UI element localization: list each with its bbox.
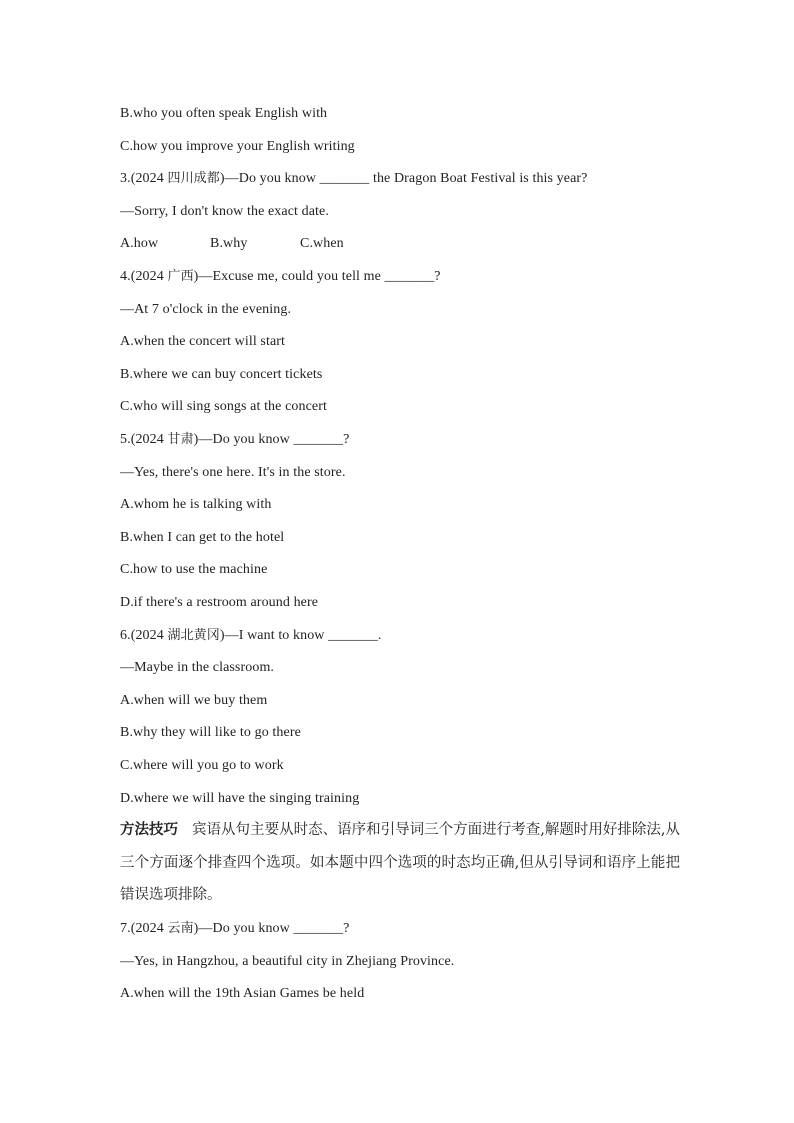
question-prefix: 6.(2024 <box>120 628 168 643</box>
option-line: A.when will we buy them <box>120 693 268 708</box>
option-line: D.if there's a restroom around here <box>120 595 319 610</box>
question-prefix: 5.(2024 <box>120 432 168 447</box>
tip-body: 宾语从句主要从时态、语序和引导词三个方面进行考查,解题时用好排除法,从三个方面逐个排查四个选项。如本题中四个选项的时态均正确,但从引导词和语序上能把错误选项排除。 <box>120 822 680 903</box>
question-4 <box>120 268 441 286</box>
option-line: A.when the concert will start <box>120 334 286 349</box>
question-6 <box>120 627 381 645</box>
answer-line: —Maybe in the classroom. <box>120 660 275 675</box>
question-5 <box>120 431 349 449</box>
option-line: D.where we will have the singing training <box>120 791 360 806</box>
question-text: )—Excuse me, could you tell me _______? <box>193 269 441 284</box>
question-region: 湖北黄冈 <box>167 628 220 643</box>
question-3 <box>120 170 588 188</box>
option-line: B.who you often speak English with <box>120 106 328 121</box>
question-text: )—Do you know _______? <box>193 921 350 936</box>
question-text: )—I want to know _______. <box>219 628 382 643</box>
option-line: B.why they will like to go there <box>120 725 301 740</box>
answer-line: —Yes, in Hangzhou, a beautiful city in Zhejiang Province. <box>120 954 455 969</box>
option-line: A.when will the 19th Asian Games be held <box>120 986 365 1001</box>
option-line: C.how you improve your English writing <box>120 139 355 154</box>
answer-line: —At 7 o'clock in the evening. <box>120 302 292 317</box>
answer-line: —Sorry, I don't know the exact date. <box>120 204 329 219</box>
answer-line: —Yes, there's one here. It's in the store. <box>120 465 346 480</box>
option-line: B.where we can buy concert tickets <box>120 367 323 382</box>
options-row <box>120 235 390 253</box>
question-text: )—Do you know _______ the Dragon Boat Festival is this year? <box>219 171 588 186</box>
question-region: 甘肃 <box>167 432 194 447</box>
option-line: C.where will you go to work <box>120 758 284 773</box>
option-c: C.when <box>300 236 344 251</box>
question-7 <box>120 920 349 938</box>
question-region: 四川成都 <box>167 171 220 186</box>
option-line: A.whom he is talking with <box>120 497 272 512</box>
question-prefix: 3.(2024 <box>120 171 168 186</box>
method-tip <box>120 814 680 912</box>
option-line: C.who will sing songs at the concert <box>120 399 327 414</box>
tip-label: 方法技巧 <box>120 822 179 838</box>
question-region: 广西 <box>167 269 194 284</box>
question-prefix: 7.(2024 <box>120 921 168 936</box>
question-region: 云南 <box>167 921 194 936</box>
option-b: B.why <box>210 236 248 251</box>
option-line: C.how to use the machine <box>120 562 268 577</box>
question-prefix: 4.(2024 <box>120 269 168 284</box>
question-text: )—Do you know _______? <box>193 432 350 447</box>
option-line: B.when I can get to the hotel <box>120 530 285 545</box>
option-a: A.how <box>120 236 159 251</box>
